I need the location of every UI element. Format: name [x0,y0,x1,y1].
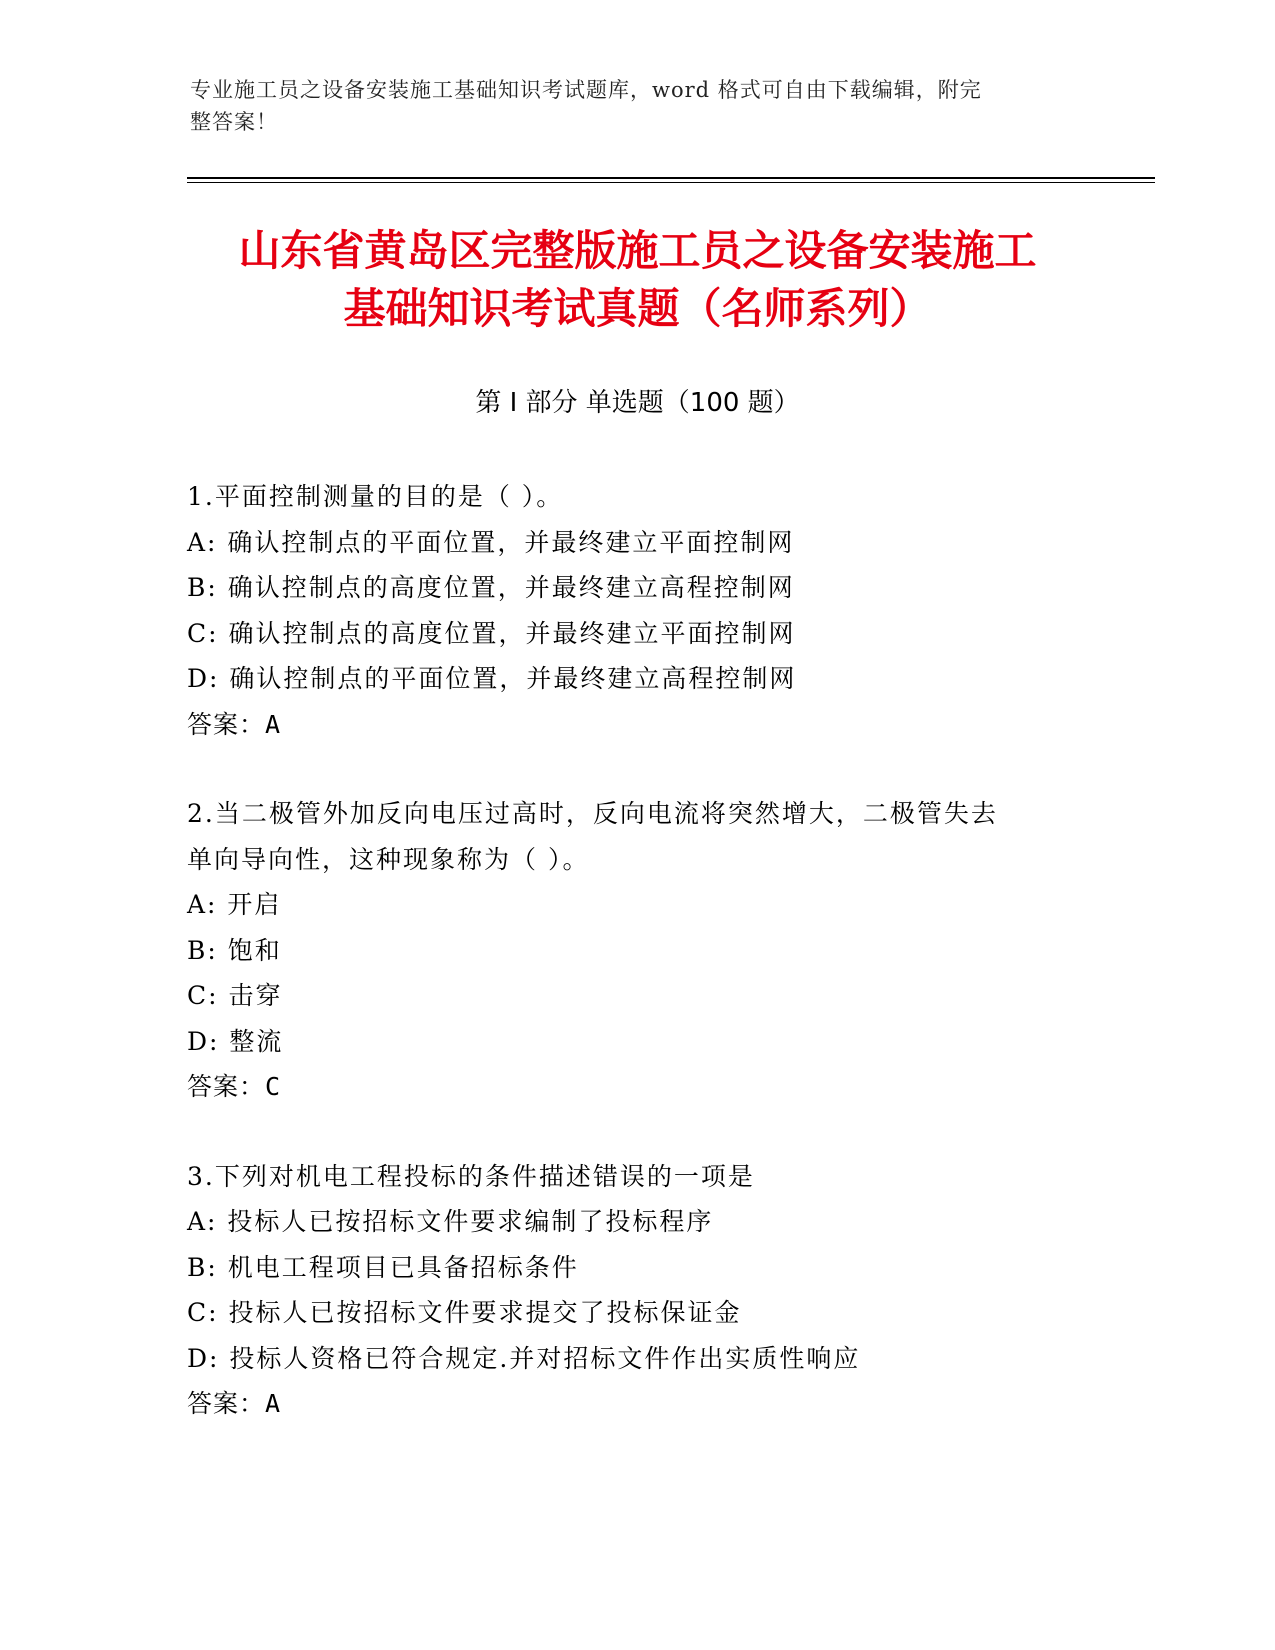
document-title-line-1: 山东省黄岛区完整版施工员之设备安装施工 [238,226,1037,275]
question-stem-line: 2.当二极管外加反向电压过高时，反向电流将突然增大，二极管失去 [187,799,998,828]
option-a: A: 投标人已按招标文件要求编制了投标程序 [187,1207,714,1236]
answer-value: A [265,709,282,739]
answer-label: 答案： [187,1389,266,1418]
option-d: D: 确认控制点的平面位置，并最终建立高程控制网 [187,664,797,693]
answer-label: 答案： [187,1072,266,1101]
header-note-line-1: 专业施工员之设备安装施工基础知识考试题库，word 格式可自由下载编辑，附完 [190,78,982,102]
answer-label: 答案： [187,709,266,739]
option-a: A: 开启 [187,890,282,919]
answer-value: C [265,1072,282,1101]
answer-line [187,1064,1087,1110]
header-divider-thick [187,177,1155,179]
option-d: D: 投标人资格已符合规定.并对招标文件作出实质性响应 [187,1343,861,1373]
question-2 [187,791,1087,1110]
option-b: B: 饱和 [187,935,282,965]
option-c: C: 投标人已按招标文件要求提交了投标保证金 [187,1298,742,1327]
option-c: C: 击穿 [187,981,283,1010]
question-stem-line: 3.下列对机电工程投标的条件描述错误的一项是 [187,1161,755,1191]
question-3 [187,1154,1087,1427]
question-stem [187,791,1087,882]
question-stem [187,1154,1087,1200]
header-divider-thin [187,182,1155,183]
option-c: C: 确认控制点的高度位置，并最终建立平面控制网 [187,618,796,648]
question-1 [187,474,1087,747]
answer-line [187,702,1087,748]
document-title [100,222,1175,338]
question-stem-line: 单向导向性，这种现象称为（ ）。 [187,844,590,874]
option-d: D: 整流 [187,1026,284,1056]
answer-value: A [265,1389,282,1418]
answer-line [187,1381,1087,1427]
question-stem-line: 1.平面控制测量的目的是（ ）。 [187,482,564,511]
header-note-line-2: 整答案！ [190,110,278,134]
question-stem [187,474,1087,520]
document-title-line-2: 基础知识考试真题（名师系列） [343,284,932,333]
option-b: B: 确认控制点的高度位置，并最终建立高程控制网 [187,573,795,602]
question-list [187,474,1087,1471]
header-note [190,74,1070,138]
option-a: A: 确认控制点的平面位置，并最终建立平面控制网 [187,527,795,557]
option-b: B: 机电工程项目已具备招标条件 [187,1252,579,1282]
section-heading: 第 I 部分 单选题（100 题） [475,388,800,418]
